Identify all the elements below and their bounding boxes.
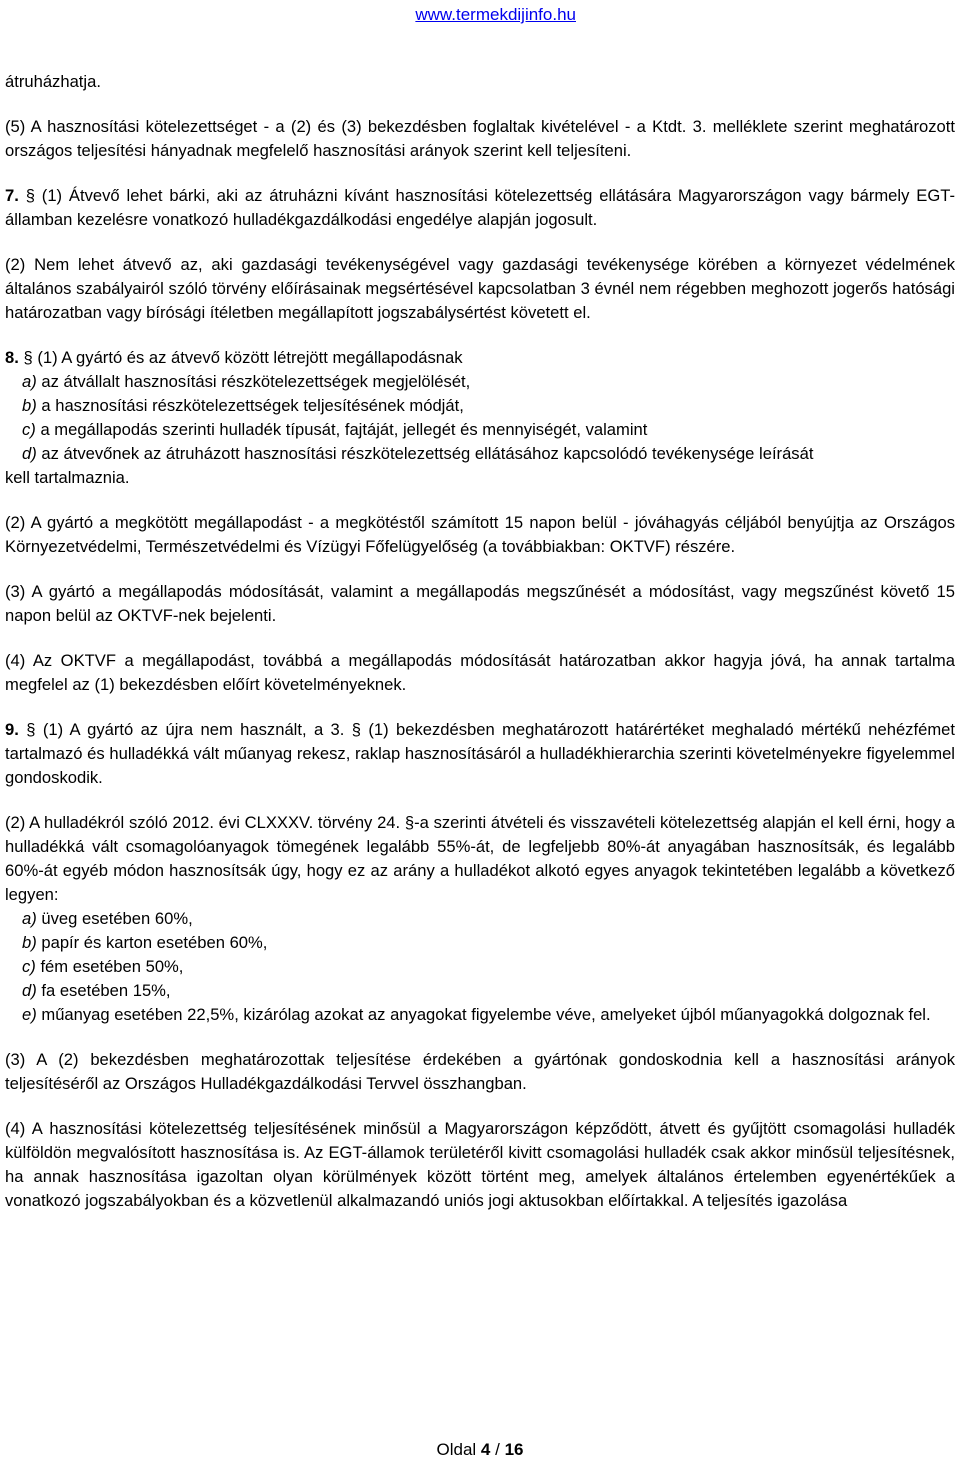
section-9-paragraph-1: 9. § (1) A gyártó az újra nem használt, a 3. § (1) bekezdésben meghatározott határértéket meghaladó mértékű nehézfémet tartalmazó és hulladékká vált műanyag rekesz, raklap hasznosításáról a hulladékhierarchia szerinti követelményekre figyelemmel gondoskodik. (5, 720, 955, 787)
section-8-paragraph-3: (3) A gyártó a megállapodás módosítását, valamint a megállapodás megszűnését a módosítást, vagy megszűnést követő 15 napon belül az OKTVF-nek bejelenti. (5, 582, 955, 625)
list-item: b) papír és karton esetében 60%, (22, 933, 268, 952)
list-item: a) az átvállalt hasznosítási részkötelezettségek megjelölését, (22, 372, 471, 391)
section-9-paragraph-2: (2) A hulladékról szóló 2012. évi CLXXXV. törvény 24. §-a szerinti átvételi és visszavételi kötelezettség alapján el kell érni, hogy a hulladékká vált csomagolóanyagok tömegének legalább 55%-át, de legfeljebb 80%-át anyagában hasznosítsák, és legalább 60%-át egyéb módon hasznosítsák úgy, hogy ez az arány a hulladékot alkotó egyes anyagok tekintetében legalább a következő legyen: (5, 813, 955, 904)
site-url-link[interactable]: www.termekdijinfo.hu (415, 5, 576, 24)
list-item: d) az átvevőnek az átruházott hasznosítási részkötelezettség ellátásához kapcsolódó tevékenysége leírását (22, 444, 814, 463)
section-9-number: 9. (5, 720, 19, 739)
page-footer (0, 1438, 960, 1462)
section-symbol-icon: § (23, 348, 33, 367)
list-item: d) fa esetében 15%, (22, 981, 171, 1000)
section-9-paragraph-4: (4) A hasznosítási kötelezettség teljesítésének minősül a Magyarországon képződött, átvett és gyűjtött csomagolási hulladék külföldön megvalósított hasznosítása is. Az EGT-államok területéről kivitt csomagolási hulladék csak akkor minősül teljesítésnek, ha annak hasznosítása igazoltan olyan körülmények között történt meg, amelyek általános értelemben egyenértékűek a vonatkozó jogszabályokban és a közvetlenül alkalmazandó uniós jogi aktusokban előírtakkal. A teljesítés igazolása (5, 1119, 955, 1210)
section-8-paragraph-4: (4) Az OKTVF a megállapodást, továbbá a megállapodás módosítását határozatban akkor hagyja jóvá, ha annak tartalma megfelel az (1) bekezdésben előírt követelményeknek. (5, 651, 955, 694)
paragraph-5: (5) A hasznosítási kötelezettséget - a (2) és (3) bekezdésben foglaltak kivételével - a Ktdt. 3. melléklete szerint meghatározott országos teljesítési hányadnak megfelelő hasznosítási arányok szerint kell teljesíteni. (5, 117, 955, 160)
section-7-number: 7. (5, 186, 19, 205)
document-body (5, 70, 955, 1213)
page-separator: / (490, 1440, 505, 1459)
section-symbol-icon: § (25, 186, 35, 205)
section-8-paragraph-1: 8. § (1) A gyártó és az átvevő között létrejött megállapodásnak (5, 348, 463, 367)
list-item: b) a hasznosítási részkötelezettségek teljesítésének módját, (22, 396, 464, 415)
section-8-tail: kell tartalmaznia. (5, 468, 130, 487)
section-8-paragraph-2: (2) A gyártó a megkötött megállapodást - a megkötéstől számított 15 napon belül - jóváhagyás céljából benyújtja az Országos Környezetvédelmi, Természetvédelmi és Vízügyi Főfelügyelőség (a továbbiakban: OKTVF) részére. (5, 513, 955, 556)
page-number: 4 (480, 1440, 491, 1459)
list-item: c) fém esetében 50%, (22, 957, 184, 976)
list-item: a) üveg esetében 60%, (22, 909, 193, 928)
section-7-paragraph-2: (2) Nem lehet átvevő az, aki gazdasági tevékenységével vagy gazdasági tevékenysége körében a környezet védelmének általános szabályairól szóló törvény előírásainak megsértésével kapcsolatban 3 évnél nem régebben meghozott jogerős hatósági határozatban vagy bírósági ítéletben megállapított jogszabálysértést követett el. (5, 255, 955, 322)
list-item: c) a megállapodás szerinti hulladék típusát, fajtáját, jellegét és mennyiségét, valamint (22, 420, 648, 439)
page-label: Oldal (436, 1440, 477, 1459)
paragraph-transfer: átruházhatja. (5, 72, 101, 91)
page-total: 16 (504, 1440, 524, 1459)
list-item: e) műanyag esetében 22,5%, kizárólag azokat az anyagokat figyelembe véve, amelyeket újból műanyagokká dolgoznak fel. (22, 1005, 931, 1024)
section-7-paragraph-1: 7. § (1) Átvevő lehet bárki, aki az átruházni kívánt hasznosítási kötelezettség ellátására Magyarországon vagy bármely EGT-államban kezelésre vonatkozó hulladékgazdálkodási engedélye alapján jogosult. (5, 186, 955, 229)
section-9-paragraph-3: (3) A (2) bekezdésben meghatározottak teljesítése érdekében a gyártónak gondoskodnia kell a hasznosítási arányok teljesítéséről az Országos Hulladékgazdálkodási Tervvel összhangban. (5, 1050, 955, 1093)
section-symbol-icon: § (26, 720, 36, 739)
section-8-number: 8. (5, 348, 19, 367)
